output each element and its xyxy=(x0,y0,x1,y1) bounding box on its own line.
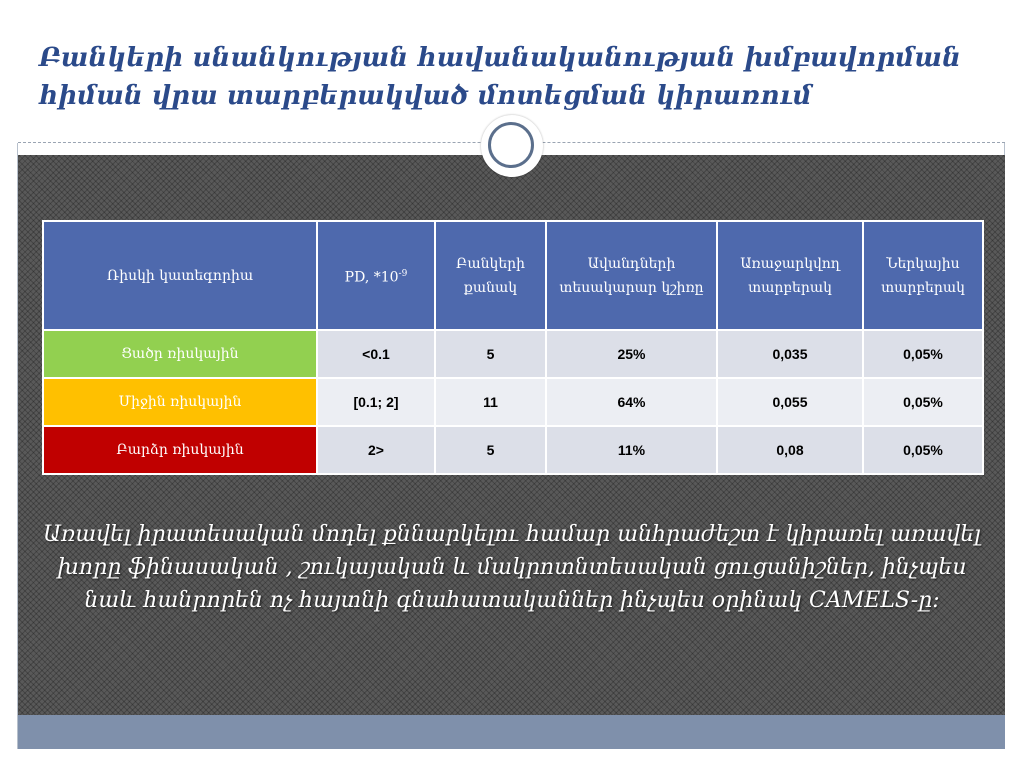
decorative-circle-ring xyxy=(488,122,534,168)
pd-cell: <0.1 xyxy=(317,330,435,378)
header-bank-count: Բանկերի քանակ xyxy=(435,221,546,330)
header-pd-exponent: -9 xyxy=(398,268,408,279)
risk-category-high: Բարձր ռիսկային xyxy=(43,426,317,474)
pd-cell: [0.1; 2] xyxy=(317,378,435,426)
proposed-cell: 0,035 xyxy=(717,330,863,378)
table-row xyxy=(43,330,983,378)
deposit-share-cell: 25% xyxy=(546,330,717,378)
table-row xyxy=(43,378,983,426)
bottom-bar xyxy=(18,715,1005,749)
header-pd-main: PD, *10 xyxy=(344,269,399,286)
deposit-share-cell: 64% xyxy=(546,378,717,426)
bank-count-cell: 5 xyxy=(435,426,546,474)
current-cell: 0,05% xyxy=(863,378,983,426)
slide-title-line2: հիման վրա տարբերակված մոտեցման կիրառում xyxy=(39,81,812,111)
risk-table xyxy=(42,220,984,475)
current-cell: 0,05% xyxy=(863,330,983,378)
current-cell: 0,05% xyxy=(863,426,983,474)
proposed-cell: 0,08 xyxy=(717,426,863,474)
slide-title-line1: Բանկերի սնանկության հավանականության խմբավորման xyxy=(39,43,962,73)
proposed-cell: 0,055 xyxy=(717,378,863,426)
table-header-row xyxy=(43,221,983,330)
header-deposit-share: Ավանդների տեսակարար կշիռը xyxy=(546,221,717,330)
bank-count-cell: 11 xyxy=(435,378,546,426)
slide-title xyxy=(39,39,989,115)
risk-category-low: Ցածր ռիսկային xyxy=(43,330,317,378)
body-text: Առավել իրատեսական մոդել քննարկելու համար անհրաժեշտ է կիրառել առավել խորը ֆինասական , շուկայական և մակրոտնտեսական ցուցանիշներ, ինչպես նաև հանրորեն ոչ հայտնի գնահատականներ ինչպես օրինակ CAMELS-ը: xyxy=(43,522,981,613)
bank-count-cell: 5 xyxy=(435,330,546,378)
table-row xyxy=(43,426,983,474)
header-proposed-option: Առաջարկվող տարբերակ xyxy=(717,221,863,330)
pd-cell: 2> xyxy=(317,426,435,474)
header-current-option: Ներկայիս տարբերակ xyxy=(863,221,983,330)
deposit-share-cell: 11% xyxy=(546,426,717,474)
risk-category-medium: Միջին ռիսկային xyxy=(43,378,317,426)
header-risk-category: Ռիսկի կատեգորիա xyxy=(43,221,317,330)
header-pd xyxy=(317,221,435,330)
